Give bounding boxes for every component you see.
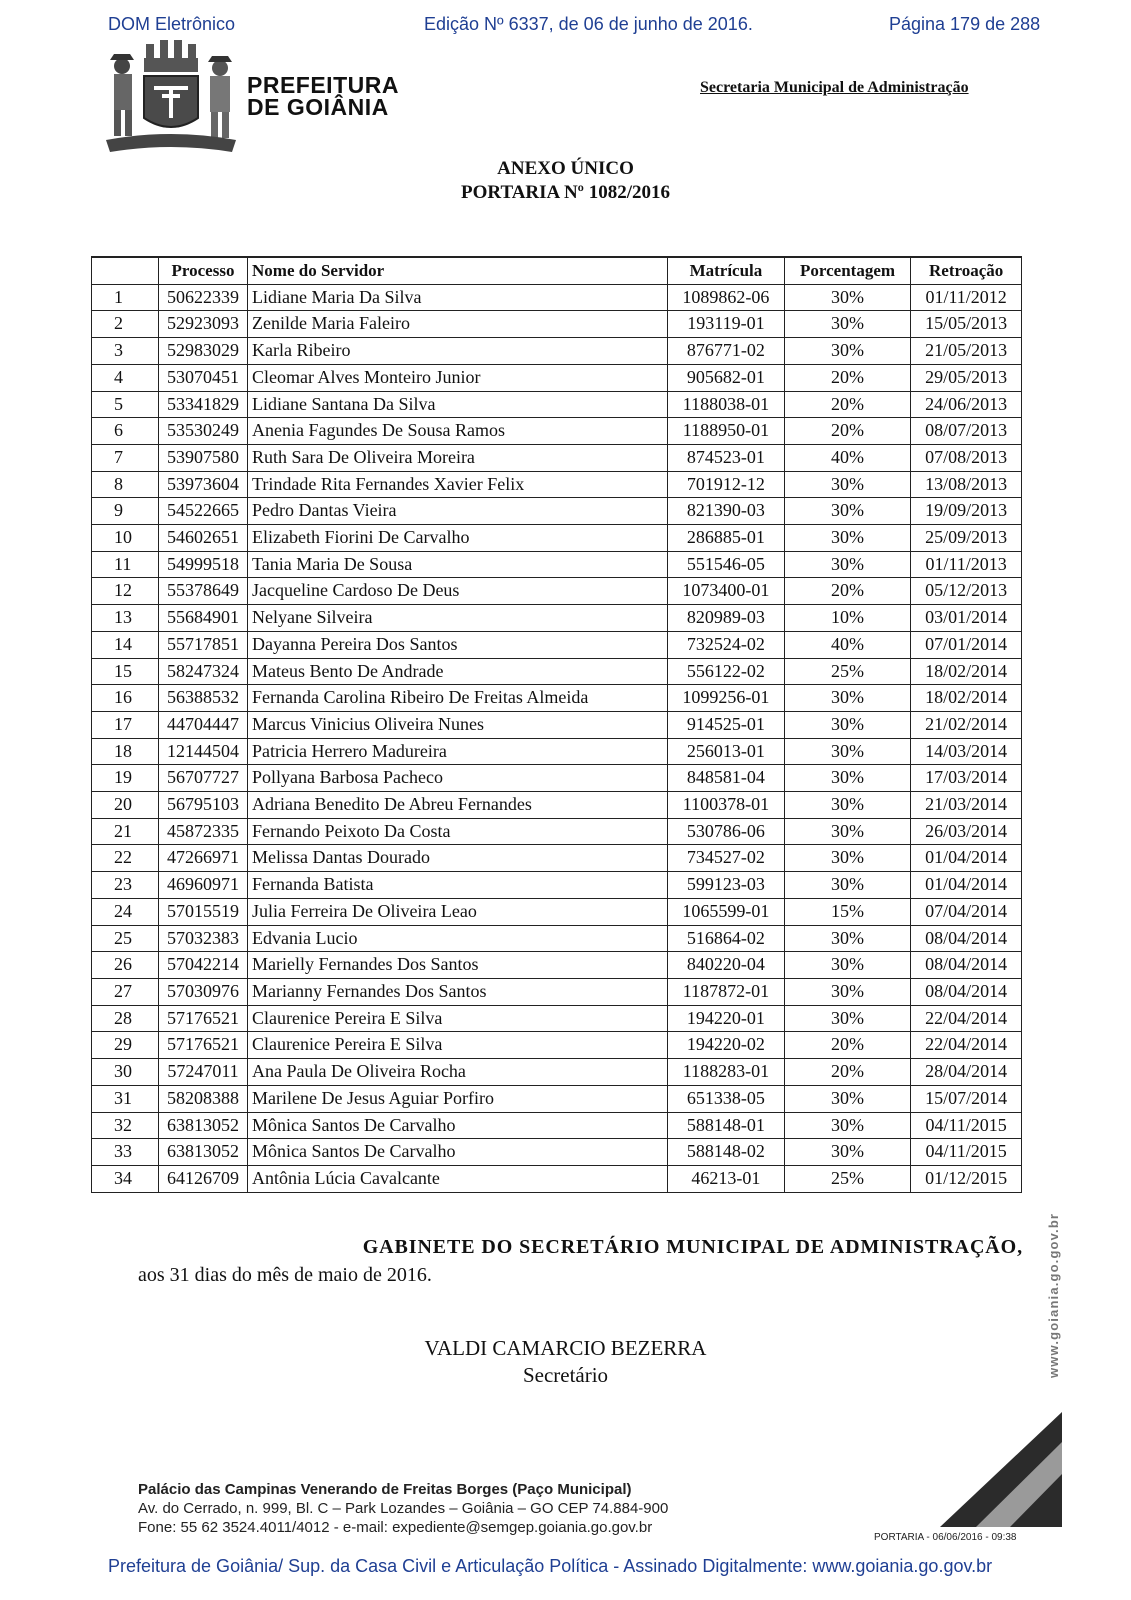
processo-cell: 58208388 [159,1085,248,1112]
porcentagem-cell: 30% [784,498,911,525]
processo-cell: 57015519 [159,898,248,925]
nome-cell: Anenia Fagundes De Sousa Ramos [248,418,668,445]
signatory-name: VALDI CAMARCIO BEZERRA [424,1336,707,1360]
porcentagem-cell: 30% [784,284,911,311]
table-row [92,418,1022,445]
side-url-watermark [1037,1210,1067,1380]
nome-cell: Cleomar Alves Monteiro Junior [248,364,668,391]
retroacao-cell: 01/12/2015 [911,1165,1022,1192]
row-index: 29 [92,1032,159,1059]
table-row [92,471,1022,498]
processo-cell: 57176521 [159,1032,248,1059]
processo-cell: 64126709 [159,1165,248,1192]
print-stamp: PORTARIA - 06/06/2016 - 09:38 [874,1532,1017,1543]
porcentagem-cell: 30% [784,765,911,792]
retroacao-cell: 21/03/2014 [911,792,1022,819]
retroacao-cell: 19/09/2013 [911,498,1022,525]
row-index: 9 [92,498,159,525]
table-row [92,284,1022,311]
row-index: 16 [92,685,159,712]
retroacao-cell: 08/04/2014 [911,925,1022,952]
matricula-cell: 1089862-06 [668,284,785,311]
col-header-nome: Nome do Servidor [248,257,668,284]
nome-cell: Antônia Lúcia Cavalcante [248,1165,668,1192]
header-center: Edição Nº 6337, de 06 de junho de 2016. [424,14,753,34]
bottom-bar: Prefeitura de Goiânia/ Sup. da Casa Civil e Articulação Política - Assinado Digitalmente: www.goiania.go.gov.br [108,1556,993,1576]
row-index: 26 [92,952,159,979]
matricula-cell: 732524-02 [668,631,785,658]
signatory-role: Secretário [522,1363,609,1387]
retroacao-cell: 25/09/2013 [911,525,1022,552]
retroacao-cell: 24/06/2013 [911,391,1022,418]
porcentagem-cell: 30% [784,711,911,738]
nome-cell: Zenilde Maria Faleiro [248,311,668,338]
retroacao-cell: 04/11/2015 [911,1139,1022,1166]
processo-cell: 12144504 [159,738,248,765]
nome-cell: Julia Ferreira De Oliveira Leao [248,898,668,925]
retroacao-cell: 15/07/2014 [911,1085,1022,1112]
processo-cell: 55378649 [159,578,248,605]
col-header-porcentagem: Porcentagem [784,257,911,284]
retroacao-cell: 29/05/2013 [911,364,1022,391]
row-index: 17 [92,711,159,738]
row-index: 24 [92,898,159,925]
processo-cell: 56707727 [159,765,248,792]
matricula-cell: 1100378-01 [668,792,785,819]
table-row [92,845,1022,872]
retroacao-cell: 03/01/2014 [911,605,1022,632]
table-row [92,925,1022,952]
row-index: 13 [92,605,159,632]
row-index: 10 [92,525,159,552]
table-header-row [92,257,1022,284]
table-row [92,605,1022,632]
row-index: 4 [92,364,159,391]
processo-cell: 53070451 [159,364,248,391]
matricula-cell: 530786-06 [668,818,785,845]
matricula-cell: 821390-03 [668,498,785,525]
footer-address [138,1480,668,1537]
matricula-cell: 701912-12 [668,471,785,498]
processo-cell: 55717851 [159,631,248,658]
table-row [92,444,1022,471]
annex-table [91,256,1022,1193]
porcentagem-cell: 25% [784,658,911,685]
retroacao-cell: 05/12/2013 [911,578,1022,605]
porcentagem-cell: 30% [784,685,911,712]
retroacao-cell: 21/05/2013 [911,338,1022,365]
brand-line2: DE GOIÂNIA [247,94,389,120]
matricula-cell: 588148-01 [668,1112,785,1139]
porcentagem-cell: 20% [784,418,911,445]
matricula-cell: 848581-04 [668,765,785,792]
processo-cell: 58247324 [159,658,248,685]
table-row [92,364,1022,391]
table-row [92,738,1022,765]
nome-cell: Marilene De Jesus Aguiar Porfiro [248,1085,668,1112]
table-row [92,978,1022,1005]
header-right: Página 179 de 288 [889,14,1041,34]
retroacao-cell: 26/03/2014 [911,818,1022,845]
retroacao-cell: 07/01/2014 [911,631,1022,658]
processo-cell: 63813052 [159,1112,248,1139]
document-title [0,157,1131,205]
retroacao-cell: 13/08/2013 [911,471,1022,498]
nome-cell: Mônica Santos De Carvalho [248,1112,668,1139]
processo-cell: 57247011 [159,1059,248,1086]
matricula-cell: 516864-02 [668,925,785,952]
closing-line2: aos 31 dias do mês de maio de 2016. [138,1264,432,1286]
retroacao-cell: 18/02/2014 [911,658,1022,685]
row-index: 11 [92,551,159,578]
matricula-cell: 1188950-01 [668,418,785,445]
table-row [92,685,1022,712]
table-row [92,765,1022,792]
nome-cell: Ana Paula De Oliveira Rocha [248,1059,668,1086]
nome-cell: Fernanda Carolina Ribeiro De Freitas Almeida [248,685,668,712]
matricula-cell: 286885-01 [668,525,785,552]
table-row [92,578,1022,605]
porcentagem-cell: 30% [784,471,911,498]
table-row [92,311,1022,338]
retroacao-cell: 18/02/2014 [911,685,1022,712]
col-header-retroacao: Retroação [911,257,1022,284]
row-index: 8 [92,471,159,498]
processo-cell: 57176521 [159,1005,248,1032]
row-index: 28 [92,1005,159,1032]
retroacao-cell: 04/11/2015 [911,1112,1022,1139]
retroacao-cell: 07/08/2013 [911,444,1022,471]
nome-cell: Mônica Santos De Carvalho [248,1139,668,1166]
nome-cell: Lidiane Santana Da Silva [248,391,668,418]
nome-cell: Marielly Fernandes Dos Santos [248,952,668,979]
table-row [92,952,1022,979]
col-header-matricula: Matrícula [668,257,785,284]
table-row [92,1139,1022,1166]
table-row [92,631,1022,658]
matricula-cell: 551546-05 [668,551,785,578]
processo-cell: 57042214 [159,952,248,979]
processo-cell: 50622339 [159,284,248,311]
porcentagem-cell: 30% [784,925,911,952]
corner-decoration [940,1412,1062,1527]
table-row [92,658,1022,685]
table-row [92,1005,1022,1032]
row-index: 22 [92,845,159,872]
row-index: 14 [92,631,159,658]
header-left: DOM Eletrônico [108,14,236,34]
porcentagem-cell: 30% [784,1085,911,1112]
retroacao-cell: 08/04/2014 [911,978,1022,1005]
nome-cell: Jacqueline Cardoso De Deus [248,578,668,605]
processo-cell: 63813052 [159,1139,248,1166]
nome-cell: Pedro Dantas Vieira [248,498,668,525]
table-body [92,284,1022,1192]
table-row [92,898,1022,925]
footer-line2: Av. do Cerrado, n. 999, Bl. C – Park Lozandes – Goiânia – GO CEP 74.884-900 [138,1500,669,1517]
row-index: 12 [92,578,159,605]
retroacao-cell: 01/04/2014 [911,872,1022,899]
matricula-cell: 1065599-01 [668,898,785,925]
processo-cell: 53907580 [159,444,248,471]
table-row [92,551,1022,578]
matricula-cell: 1188038-01 [668,391,785,418]
processo-cell: 45872335 [159,818,248,845]
row-index: 19 [92,765,159,792]
porcentagem-cell: 30% [784,818,911,845]
row-index: 6 [92,418,159,445]
processo-cell: 52923093 [159,311,248,338]
matricula-cell: 820989-03 [668,605,785,632]
matricula-cell: 874523-01 [668,444,785,471]
matricula-cell: 876771-02 [668,338,785,365]
matricula-cell: 1187872-01 [668,978,785,1005]
matricula-cell: 905682-01 [668,364,785,391]
nome-cell: Marcus Vinicius Oliveira Nunes [248,711,668,738]
table-row [92,1085,1022,1112]
processo-cell: 46960971 [159,872,248,899]
processo-cell: 54522665 [159,498,248,525]
retroacao-cell: 01/11/2013 [911,551,1022,578]
retroacao-cell: 22/04/2014 [911,1005,1022,1032]
row-index: 32 [92,1112,159,1139]
retroacao-cell: 28/04/2014 [911,1059,1022,1086]
side-url-text: www.goiania.go.gov.br [1046,1214,1061,1378]
matricula-cell: 651338-05 [668,1085,785,1112]
porcentagem-cell: 15% [784,898,911,925]
row-index: 1 [92,284,159,311]
nome-cell: Claurenice Pereira E Silva [248,1005,668,1032]
row-index: 18 [92,738,159,765]
brand-wordmark [247,74,399,118]
nome-cell: Adriana Benedito De Abreu Fernandes [248,792,668,819]
nome-cell: Tania Maria De Sousa [248,551,668,578]
title-line2: PORTARIA Nº 1082/2016 [461,182,670,203]
retroacao-cell: 08/04/2014 [911,952,1022,979]
porcentagem-cell: 10% [784,605,911,632]
retroacao-cell: 17/03/2014 [911,765,1022,792]
porcentagem-cell: 30% [784,338,911,365]
row-index: 20 [92,792,159,819]
table-row [92,498,1022,525]
matricula-cell: 46213-01 [668,1165,785,1192]
processo-cell: 56388532 [159,685,248,712]
matricula-cell: 1188283-01 [668,1059,785,1086]
row-index: 31 [92,1085,159,1112]
retroacao-cell: 22/04/2014 [911,1032,1022,1059]
row-index: 7 [92,444,159,471]
retroacao-cell: 21/02/2014 [911,711,1022,738]
retroacao-cell: 15/05/2013 [911,311,1022,338]
porcentagem-cell: 30% [784,311,911,338]
nome-cell: Trindade Rita Fernandes Xavier Felix [248,471,668,498]
porcentagem-cell: 30% [784,872,911,899]
matricula-cell: 194220-01 [668,1005,785,1032]
processo-cell: 52983029 [159,338,248,365]
nome-cell: Fernanda Batista [248,872,668,899]
retroacao-cell: 01/11/2012 [911,284,1022,311]
title-line1: ANEXO ÚNICO [497,158,634,179]
processo-cell: 56795103 [159,792,248,819]
nome-cell: Fernando Peixoto Da Costa [248,818,668,845]
matricula-cell: 914525-01 [668,711,785,738]
row-index: 5 [92,391,159,418]
porcentagem-cell: 20% [784,1032,911,1059]
porcentagem-cell: 30% [784,1112,911,1139]
porcentagem-cell: 40% [784,631,911,658]
matricula-cell: 734527-02 [668,845,785,872]
matricula-cell: 1073400-01 [668,578,785,605]
nome-cell: Lidiane Maria Da Silva [248,284,668,311]
table-row [92,338,1022,365]
table-row [92,391,1022,418]
nome-cell: Dayanna Pereira Dos Santos [248,631,668,658]
closing-text [138,1233,1023,1289]
nome-cell: Pollyana Barbosa Pacheco [248,765,668,792]
signature-block [0,1335,1131,1389]
matricula-cell: 193119-01 [668,311,785,338]
table-row [92,792,1022,819]
processo-cell: 53530249 [159,418,248,445]
row-index: 30 [92,1059,159,1086]
porcentagem-cell: 20% [784,364,911,391]
row-index: 15 [92,658,159,685]
matricula-cell: 840220-04 [668,952,785,979]
retroacao-cell: 01/04/2014 [911,845,1022,872]
table-row [92,1032,1022,1059]
porcentagem-cell: 30% [784,1005,911,1032]
col-header-index [92,257,159,284]
porcentagem-cell: 30% [784,978,911,1005]
row-index: 33 [92,1139,159,1166]
nome-cell: Edvania Lucio [248,925,668,952]
porcentagem-cell: 30% [784,738,911,765]
porcentagem-cell: 30% [784,792,911,819]
porcentagem-cell: 30% [784,952,911,979]
nome-cell: Patricia Herrero Madureira [248,738,668,765]
nome-cell: Ruth Sara De Oliveira Moreira [248,444,668,471]
col-header-processo: Processo [159,257,248,284]
retroacao-cell: 07/04/2014 [911,898,1022,925]
row-index: 25 [92,925,159,952]
nome-cell: Nelyane Silveira [248,605,668,632]
row-index: 2 [92,311,159,338]
row-index: 21 [92,818,159,845]
table-row [92,1112,1022,1139]
row-index: 34 [92,1165,159,1192]
footer-line1: Palácio das Campinas Venerando de Freitas Borges (Paço Municipal) [138,1481,632,1498]
nome-cell: Melissa Dantas Dourado [248,845,668,872]
matricula-cell: 1099256-01 [668,685,785,712]
brand-line1: PREFEITURA [247,72,399,98]
table-row [92,872,1022,899]
processo-cell: 55684901 [159,605,248,632]
porcentagem-cell: 40% [784,444,911,471]
table-row [92,1059,1022,1086]
porcentagem-cell: 25% [784,1165,911,1192]
coat-of-arms-icon [96,36,246,158]
matricula-cell: 256013-01 [668,738,785,765]
processo-cell: 47266971 [159,845,248,872]
nome-cell: Karla Ribeiro [248,338,668,365]
porcentagem-cell: 30% [784,1139,911,1166]
porcentagem-cell: 30% [784,845,911,872]
processo-cell: 57030976 [159,978,248,1005]
retroacao-cell: 14/03/2014 [911,738,1022,765]
matricula-cell: 599123-03 [668,872,785,899]
processo-cell: 54999518 [159,551,248,578]
retroacao-cell: 08/07/2013 [911,418,1022,445]
table-row [92,818,1022,845]
processo-cell: 57032383 [159,925,248,952]
row-index: 23 [92,872,159,899]
processo-cell: 54602651 [159,525,248,552]
row-index: 3 [92,338,159,365]
closing-line1: GABINETE DO SECRETÁRIO MUNICIPAL DE ADMINISTRAÇÃO, [362,1236,1023,1258]
nome-cell: Mateus Bento De Andrade [248,658,668,685]
matricula-cell: 588148-02 [668,1139,785,1166]
processo-cell: 44704447 [159,711,248,738]
table-row [92,711,1022,738]
porcentagem-cell: 20% [784,391,911,418]
nome-cell: Elizabeth Fiorini De Carvalho [248,525,668,552]
secretaria-heading: Secretaria Municipal de Administração [700,79,969,96]
table-row [92,1165,1022,1192]
processo-cell: 53341829 [159,391,248,418]
nome-cell: Marianny Fernandes Dos Santos [248,978,668,1005]
matricula-cell: 194220-02 [668,1032,785,1059]
porcentagem-cell: 20% [784,578,911,605]
nome-cell: Claurenice Pereira E Silva [248,1032,668,1059]
porcentagem-cell: 30% [784,551,911,578]
footer-line3: Fone: 55 62 3524.4011/4012 - e-mail: expediente@semgep.goiania.go.gov.br [138,1519,653,1536]
table-row [92,525,1022,552]
matricula-cell: 556122-02 [668,658,785,685]
porcentagem-cell: 30% [784,525,911,552]
porcentagem-cell: 20% [784,1059,911,1086]
processo-cell: 53973604 [159,471,248,498]
row-index: 27 [92,978,159,1005]
